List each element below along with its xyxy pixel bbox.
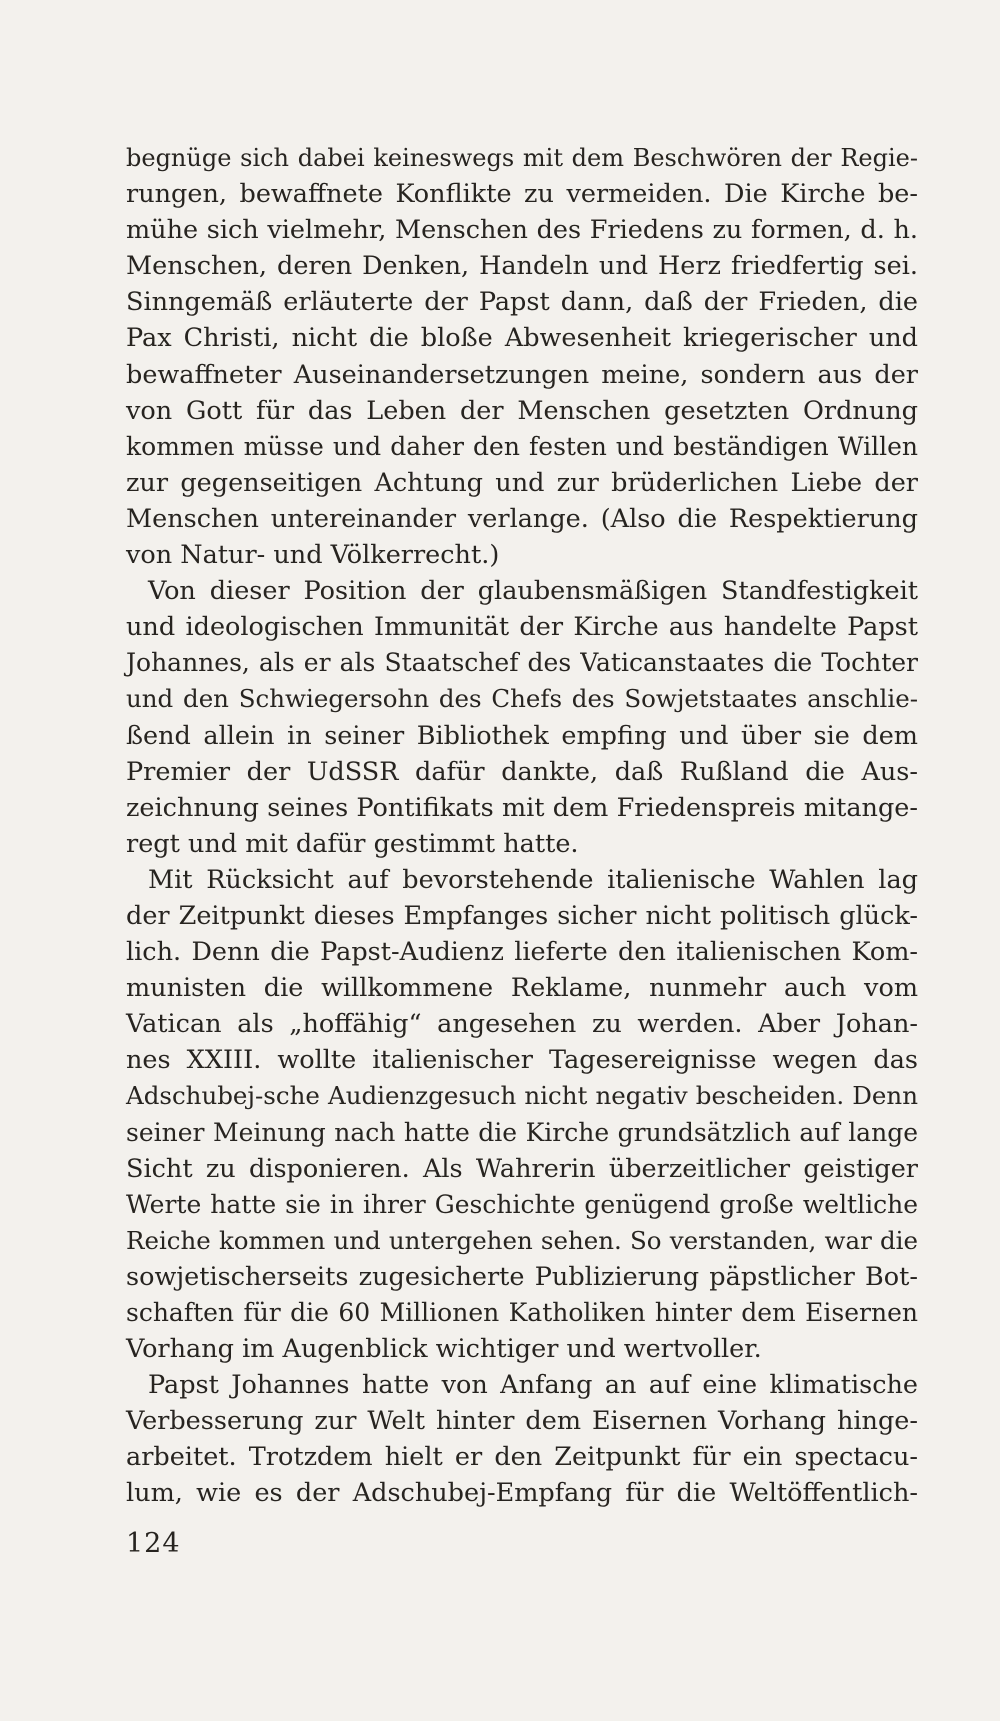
- text-line: Vatican als „hoffähig“ angesehen zu werden. Aber Johan-: [126, 1009, 918, 1040]
- text-line: ßend allein in seiner Bibliothek empfing und über sie dem: [126, 720, 918, 751]
- paragraph: [126, 862, 918, 1367]
- text-line: Johannes, als er als Staatschef des Vaticanstaates die Tochter: [126, 648, 918, 678]
- text-line: der Zeitpunkt dieses Empfanges sicher nicht politisch glück-: [126, 900, 918, 931]
- text-line: zur gegenseitigen Achtung und zur brüderlichen Liebe der: [126, 467, 918, 498]
- text-line: Sicht zu disponieren. Als Wahrerin überzeitlicher geistiger: [126, 1153, 918, 1184]
- paragraph: [126, 1367, 918, 1511]
- text-line: begnüge sich dabei keineswegs mit dem Beschwören der Regie-: [126, 144, 918, 172]
- text-line: Mit Rücksicht auf bevorstehende italienische Wahlen lag: [148, 864, 918, 895]
- text-line: Pax Christi, nicht die bloße Abwesenheit kriegerischer und: [126, 323, 918, 354]
- text-line: und ideologischen Immunität der Kirche aus handelte Papst: [126, 612, 918, 643]
- text-line: Werte hatte sie in ihrer Geschichte genügend große weltliche: [126, 1189, 918, 1219]
- text-line: Adschubej-sche Audienzgesuch nicht negativ bescheiden. Denn: [126, 1081, 918, 1111]
- paragraph: [126, 140, 918, 573]
- text-line: rungen, bewaffnete Konflikte zu vermeiden. Die Kirche be-: [126, 179, 918, 210]
- text-line: von Natur- und Völkerrecht.): [126, 540, 500, 571]
- text-line: regt und mit dafür gestimmt hatte.: [126, 828, 579, 859]
- text-line: und den Schwiegersohn des Chefs des Sowjetstaates anschlie-: [126, 684, 918, 714]
- text-line: Menschen, deren Denken, Handeln und Herz friedfertig sei.: [126, 251, 918, 282]
- text-line: Reiche kommen und untergehen sehen. So verstanden, war die: [126, 1225, 918, 1255]
- text-line: lich. Denn die Papst-Audienz lieferte den italienischen Kom-: [126, 937, 918, 968]
- text-line: Verbesserung zur Welt hinter dem Eisernen Vorhang hinge-: [126, 1406, 918, 1437]
- text-line: bewaffneter Auseinandersetzungen meine, sondern aus der: [126, 359, 918, 390]
- text-line: arbeitet. Trotzdem hielt er den Zeitpunkt für ein spectacu-: [126, 1442, 918, 1473]
- paragraph: [126, 573, 918, 862]
- text-line: mühe sich vielmehr, Menschen des Friedens zu formen, d. h.: [126, 215, 918, 246]
- text-line: Premier der UdSSR dafür dankte, daß Rußland die Aus-: [126, 756, 918, 787]
- text-line: von Gott für das Leben der Menschen gesetzten Ordnung: [126, 395, 918, 426]
- text-line: kommen müsse und daher den festen und beständigen Willen: [126, 431, 918, 461]
- text-line: Vorhang im Augenblick wichtiger und wertvoller.: [126, 1334, 762, 1365]
- text-line: zeichnung seines Pontifikats mit dem Friedenspreis mitange-: [126, 792, 918, 823]
- text-line: sowjetischerseits zugesicherte Publizierung päpstlicher Bot-: [126, 1261, 918, 1292]
- body-text: [126, 140, 918, 1512]
- text-line: Papst Johannes hatte von Anfang an auf eine klimatische: [148, 1370, 918, 1401]
- text-line: schaften für die 60 Millionen Katholiken hinter dem Eisernen: [126, 1298, 918, 1327]
- text-line: lum, wie es der Adschubej-Empfang für die Weltöffentlich-: [126, 1478, 918, 1509]
- text-line: nes XXIII. wollte italienischer Tagesereignisse wegen das: [126, 1045, 918, 1076]
- text-line: Menschen untereinander verlange. (Also die Respektierung: [126, 503, 918, 534]
- text-line: Sinngemäß erläuterte der Papst dann, daß der Frieden, die: [126, 287, 918, 318]
- text-line: munisten die willkommene Reklame, nunmehr auch vom: [126, 973, 918, 1004]
- page-number: 124: [126, 1528, 181, 1559]
- text-line: seiner Meinung nach hatte die Kirche grundsätzlich auf lange: [126, 1117, 918, 1147]
- text-line: Von dieser Position der glaubensmäßigen Standfestigkeit: [148, 576, 918, 607]
